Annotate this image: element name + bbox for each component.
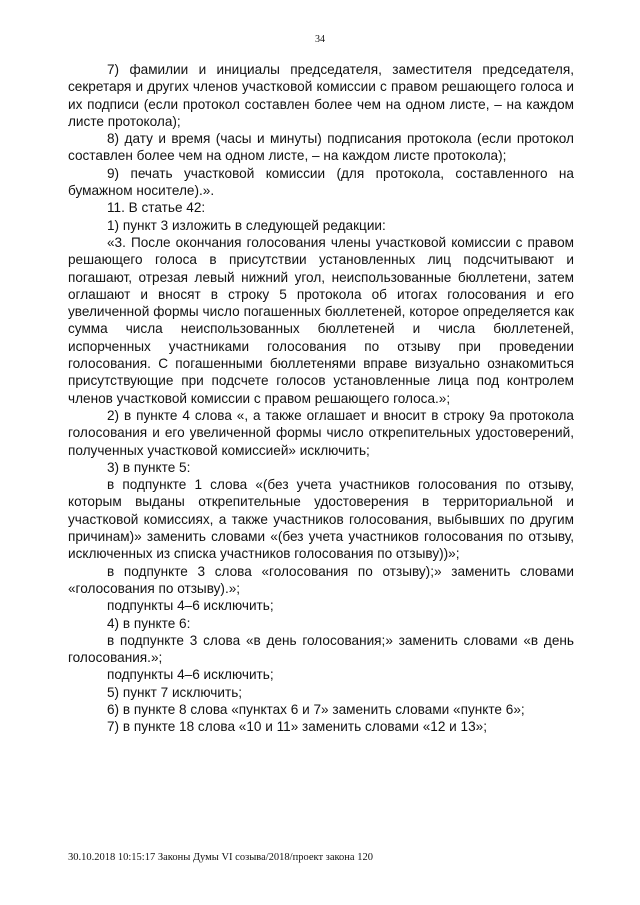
page-number: 34 xyxy=(315,34,325,45)
paragraph: 3) в пункте 5: xyxy=(107,459,191,475)
paragraph: 8) дату и время (часы и минуты) подписания протокола (если протокол составлен более чем на одном листе, – на каждом листе протокола); xyxy=(68,131,574,164)
paragraph: подпункты 4–6 исключить; xyxy=(107,667,274,683)
paragraph: в подпункте 3 слова «в день голосования;» заменить словами «в день голосования.»; xyxy=(68,632,574,666)
document-body xyxy=(68,61,574,736)
paragraph: в подпункте 3 слова «голосования по отзыву);» заменить словами «голосования по отзыву).»; xyxy=(68,563,574,596)
paragraph: 7) в пункте 18 слова «10 и 11» заменить словами «12 и 13»; xyxy=(107,719,488,735)
paragraph: 5) пункт 7 исключить; xyxy=(107,684,243,700)
paragraph: 2) в пункте 4 слова «, а также оглашает и вносит в строку 9а протокола голосования и его увеличенной формы число открепительных удостоверений, полученных участковой комиссией» исключить; xyxy=(68,407,574,458)
paragraph: 6) в пункте 8 слова «пунктах 6 и 7» заменить словами «пункте 6»; xyxy=(107,701,525,717)
paragraph: в подпункте 1 слова «(без учета участников голосования по отзыву, которым выданы открепительные удостоверения в территориальной и участковой комиссиях, а также участников голосования, выбывших по другим причинам)» заменить словами «(без учета участников голосования по отзыву, исключенных из списка участников голосования по отзыву))»; xyxy=(68,477,574,562)
paragraph: 1) пункт 3 изложить в следующей редакции: xyxy=(107,217,386,233)
page-footer: 30.10.2018 10:15:17 Законы Думы VI созыва/2018/проект закона 120 xyxy=(68,852,373,863)
paragraph: подпункты 4–6 исключить; xyxy=(107,598,274,614)
paragraph: 7) фамилии и инициалы председателя, заместителя председателя, секретаря и других членов участковой комиссии с правом решающего голоса и их подписи (если протокол составлен более чем на одном листе, – на каждом листе протокола); xyxy=(68,62,574,129)
paragraph: «3. После окончания голосования члены участковой комиссии с правом решающего голоса в присутствии установленных лиц подсчитывают и погашают, отрезая левый нижний угол, неиспользованные бюллетени, затем оглашают и вносят в строку 5 протокола об итогах голосования и его увеличенной формы число погашенных бюллетеней, которое определяется как сумма числа неиспользованных бюллетеней и числа бюллетеней, испорченных участниками голосования по отзыву при проведении голосования. С погашенными бюллетенями вправе визуально ознакомиться присутствующие при подсчете голосов установленные лица под контролем членов участковой комиссии с правом решающего голоса.»; xyxy=(68,234,574,406)
paragraph: 4) в пункте 6: xyxy=(107,615,191,631)
paragraph: 11. В статье 42: xyxy=(107,200,206,216)
paragraph: 9) печать участковой комиссии (для протокола, составленного на бумажном носителе).». xyxy=(68,165,574,199)
